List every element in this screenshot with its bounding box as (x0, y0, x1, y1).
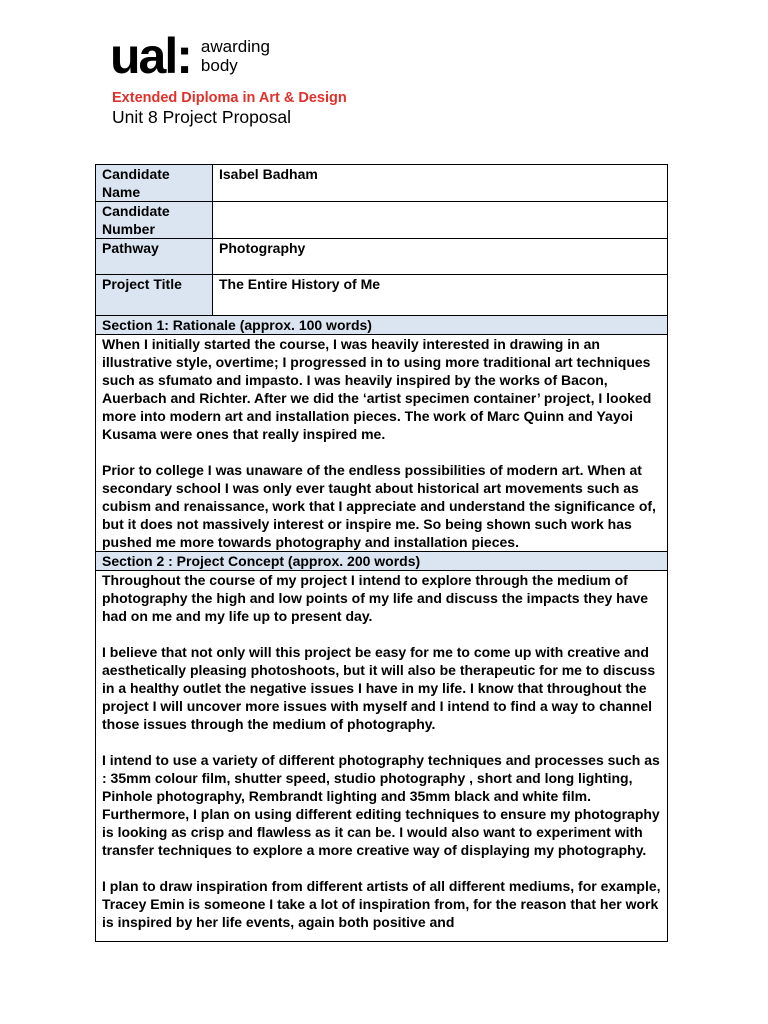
ual-logo (110, 28, 270, 84)
logo-line-awarding: awarding (200, 37, 270, 56)
pathway-value: Photography (213, 239, 668, 275)
section2-paragraph-3: I intend to use a variety of different photography techniques and processes such as : 35mm colour film, shutter speed, studio photography , short and long lighting, Pinhole photography, Rembrandt lighting and 35mm black and white film. Furthermore, I plan on using different editing techniques to ensure my photography is looking as crisp and flawless as it can be. I would also want to experiment with transfer techniques to explore a more creative way of displaying my photography. (102, 752, 660, 858)
candidate-number-value (213, 202, 668, 239)
section2-heading: Section 2 : Project Concept (approx. 200 words) (96, 552, 668, 571)
section1-heading: Section 1: Rationale (approx. 100 words) (96, 316, 668, 335)
project-title-value: The Entire History of Me (213, 275, 668, 316)
row-candidate-name (96, 165, 668, 202)
logo-mark: ual: (110, 28, 191, 84)
course-subtitle: Extended Diploma in Art & Design (112, 90, 347, 106)
candidate-name-label: Candidate Name (96, 165, 213, 202)
pathway-label: Pathway (96, 239, 213, 275)
row-section1-heading (96, 316, 668, 335)
section2-body (96, 571, 668, 942)
logo-line-body: body (200, 56, 238, 75)
page-title: Unit 8 Project Proposal (112, 107, 291, 127)
row-section2-heading (96, 552, 668, 571)
row-candidate-number (96, 202, 668, 239)
project-title-label: Project Title (96, 275, 213, 316)
row-section2-body (96, 571, 668, 942)
section1-paragraph-2: Prior to college I was unaware of the endless possibilities of modern art. When at secondary school I was only ever taught about historical art movements such as cubism and renaissance, work that I appreciate and understand the significance of, but it does not massively interest or inspire me. So being shown such work has pushed me more towards photography and installation pieces. (102, 462, 656, 550)
section2-paragraph-4: I plan to draw inspiration from different artists of all different mediums, for example, Tracey Emin is someone I take a lot of inspiration from, for the reason that her work is inspired by her life events, again both positive and (102, 878, 661, 930)
row-pathway (96, 239, 668, 275)
section2-content (102, 571, 661, 941)
section2-paragraph-1: Throughout the course of my project I intend to explore through the medium of photography the high and low points of my life and discuss the impacts they have had on me and my life up to present day. (102, 572, 649, 624)
candidate-number-label: Candidate Number (96, 202, 213, 239)
section2-paragraph-2: I believe that not only will this project be easy for me to come up with creative and aesthetically pleasing photoshoots, but it will also be therapeutic for me to discuss in a healthy outlet the negative issues I have in my life. I know that throughout the project I will uncover more issues with myself and I intend to find a way to channel those issues through the medium of photography. (102, 644, 656, 732)
section1-paragraph-1: When I initially started the course, I was heavily interested in drawing in an illustrative style, overtime; I progressed in to using more traditional art techniques such as sfumato and impasto. I was heavily inspired by the works of Bacon, Auerbach and Richter. After we did the ‘artist specimen container’ project, I looked more into modern art and installation pieces. The work of Marc Quinn and Yayoi Kusama were ones that really inspired me. (102, 336, 652, 442)
candidate-name-value: Isabel Badham (213, 165, 668, 202)
row-section1-body (96, 335, 668, 552)
logo-wordmark (201, 37, 270, 75)
row-project-title (96, 275, 668, 316)
proposal-form-table (95, 164, 668, 942)
section1-body (96, 335, 668, 552)
